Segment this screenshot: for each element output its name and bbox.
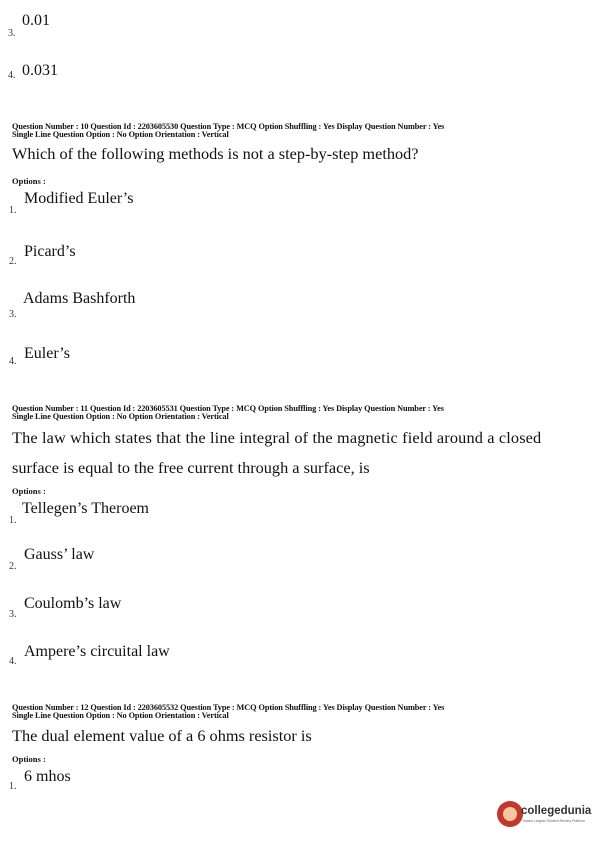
q10-option-3-number: 3. [9,309,17,320]
q12-options-label: Options : [12,754,46,764]
q11-option-3-number: 3. [9,609,17,620]
q11-option-3-text: Coulomb’s law [24,595,122,612]
q12-meta-line1: Question Number : 12 Question Id : 2203605532 Question Type : MCQ Option Shuffling : Yes Display Question Number : Yes [12,703,445,712]
q11-option-4-number: 4. [9,656,17,667]
q10-option-4-text: Euler’s [24,345,70,362]
q10-options-label: Options : [12,176,46,186]
q10-meta-line1: Question Number : 10 Question Id : 2203605530 Question Type : MCQ Option Shuffling : Yes Display Question Number : Yes [12,122,445,131]
q12-question-text: The dual element value of a 6 ohms resistor is [12,726,312,745]
q11-option-2-text: Gauss’ law [24,546,95,563]
q10-option-3-text: Adams Bashforth [23,290,136,307]
q9-option-3-text: 0.01 [22,12,50,29]
q12-option-1-number: 1. [9,781,17,792]
q9-option-4-number: 4. [8,70,16,81]
q11-option-1-number: 1. [9,515,17,526]
logo-brand-text: collegedunia [521,805,592,817]
q9-option-3-number: 3. [8,28,16,39]
q11-meta-line1: Question Number : 11 Question Id : 2203605531 Question Type : MCQ Option Shuffling : Yes Display Question Number : Yes [12,404,444,413]
q10-question-text: Which of the following methods is not a step-by-step method? [12,144,419,163]
q11-meta-line2: Single Line Question Option : No Option Orientation : Vertical [12,412,229,421]
q12-meta-line2: Single Line Question Option : No Option Orientation : Vertical [12,711,229,720]
q10-option-1-number: 1. [9,205,17,216]
q10-option-2-number: 2. [9,256,17,267]
q10-meta-line2: Single Line Question Option : No Option Orientation : Vertical [12,130,229,139]
q11-option-1-text: Tellegen’s Theroem [22,500,149,517]
q10-option-2-text: Picard’s [24,243,76,260]
student-mascot-icon [497,801,523,827]
q11-question-line2: surface is equal to the free current through a surface, is [12,458,370,477]
q10-option-1-text: Modified Euler’s [24,190,134,207]
q9-option-4-text: 0.031 [22,62,58,79]
q12-option-1-text: 6 mhos [24,768,71,785]
q10-option-4-number: 4. [9,356,17,367]
q11-option-4-text: Ampere’s circuital law [24,643,170,660]
q11-question-line1: The law which states that the line integral of the magnetic field around a closed [12,428,542,447]
logo-tagline: India's Largest Student Review Platform [523,819,586,823]
q11-options-label: Options : [12,486,46,496]
q11-option-2-number: 2. [9,561,17,572]
collegedunia-logo [497,801,593,831]
